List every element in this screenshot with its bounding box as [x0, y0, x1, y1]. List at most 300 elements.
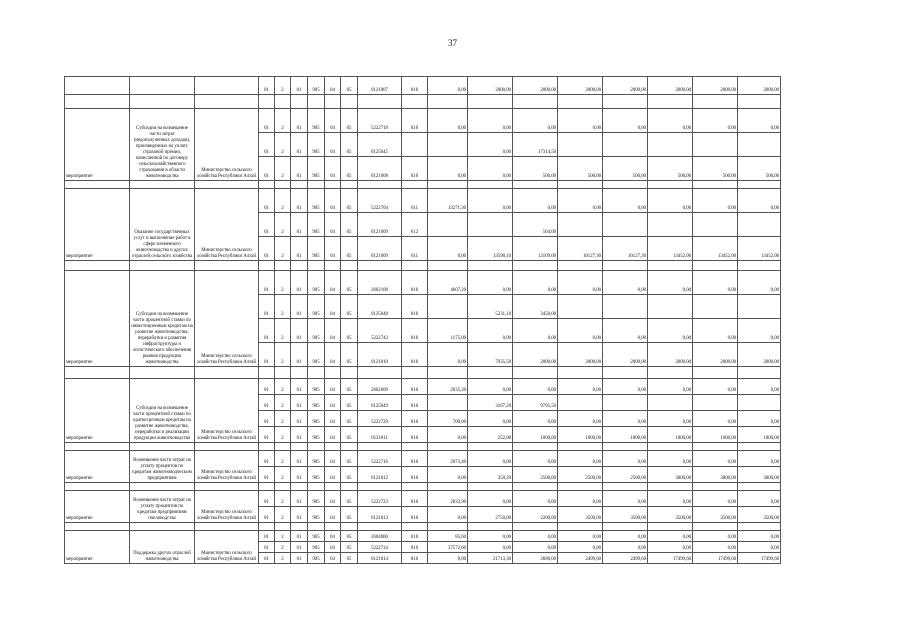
amount-cell: 0,00 — [428, 109, 468, 133]
amount-cell — [693, 213, 738, 237]
code-cell: 05 — [341, 133, 358, 157]
code-cell: 01 — [259, 77, 275, 95]
amount-cell: 2000,00 — [558, 77, 603, 95]
amount-cell: 13452,00 — [738, 237, 781, 261]
amount-cell: 0,00 — [603, 379, 648, 395]
amount-cell — [428, 213, 468, 237]
amount-cell: 10127,30 — [603, 237, 648, 261]
code-cell: 01 — [291, 109, 308, 133]
code-cell: 810 — [402, 553, 428, 564]
code-cell: 2 — [275, 379, 291, 395]
executor-cell: Министерство сельского хозяйства Республики Алтай — [195, 271, 259, 367]
code-cell: 905 — [308, 507, 325, 523]
amount-cell: 13109,00 — [513, 237, 558, 261]
spacer-cell — [65, 261, 130, 271]
code-cell: 905 — [308, 395, 325, 411]
amount-cell: 2500,00 — [513, 467, 558, 483]
code-cell: 04 — [325, 467, 341, 483]
code-cell: 01 — [291, 411, 308, 427]
amount-cell: 4607,20 — [428, 271, 468, 295]
code-cell: 01 — [291, 343, 308, 367]
executor-cell: Министерство сельского хозяйства Республики Алтай — [195, 109, 259, 181]
spacer-cell — [130, 443, 195, 451]
executor-cell — [195, 77, 259, 95]
spacer-cell — [325, 523, 341, 531]
amount-cell: 7935,50 — [468, 343, 513, 367]
amount-cell: 0,00 — [603, 451, 648, 467]
table-row — [65, 109, 781, 133]
spacer-cell — [648, 367, 693, 379]
amount-cell: 0,00 — [603, 491, 648, 507]
amount-cell: 2000,00 — [468, 77, 513, 95]
spacer-cell — [428, 181, 468, 189]
spacer-cell — [693, 261, 738, 271]
amount-cell: 0,00 — [468, 379, 513, 395]
code-cell: 01 — [259, 213, 275, 237]
code-cell: 905 — [308, 343, 325, 367]
amount-cell: 9795,50 — [513, 395, 558, 411]
code-cell: 905 — [308, 531, 325, 542]
code-cell: 04 — [325, 507, 341, 523]
amount-cell: 500,00 — [513, 157, 558, 181]
code-cell: 810 — [402, 271, 428, 295]
amount-cell: 3500,00 — [738, 507, 781, 523]
code-cell: 01 — [259, 271, 275, 295]
code-cell: 2 — [275, 507, 291, 523]
code-cell: 01 — [291, 133, 308, 157]
amount-cell: 0,00 — [513, 319, 558, 343]
amount-cell: 0,00 — [738, 451, 781, 467]
code-cell: 0121014 — [358, 553, 402, 564]
spacer-cell — [558, 95, 603, 109]
amount-cell: 13452,00 — [648, 237, 693, 261]
spacer-cell — [468, 181, 513, 189]
code-cell: 2604000 — [358, 531, 402, 542]
code-cell: 0121013 — [358, 507, 402, 523]
amount-cell: 0,00 — [693, 271, 738, 295]
spacer-cell — [468, 523, 513, 531]
code-cell: 04 — [325, 491, 341, 507]
spacer-cell — [428, 443, 468, 451]
event-type-cell: мероприятие — [65, 271, 130, 367]
event-type-cell: мероприятие — [65, 379, 130, 443]
code-cell: 0121008 — [358, 157, 402, 181]
code-cell: 2 — [275, 109, 291, 133]
amount-cell: 500,00 — [693, 157, 738, 181]
spacer-row — [65, 523, 781, 531]
code-cell: 04 — [325, 319, 341, 343]
spacer-cell — [291, 181, 308, 189]
amount-cell: 13590,10 — [468, 237, 513, 261]
code-cell: 810 — [402, 157, 428, 181]
code-cell: 905 — [308, 109, 325, 133]
amount-cell: 2200,00 — [513, 507, 558, 523]
table-row — [65, 491, 781, 507]
spacer-cell — [259, 261, 275, 271]
amount-cell: 1000,00 — [693, 427, 738, 443]
code-cell: 04 — [325, 109, 341, 133]
spacer-cell — [275, 261, 291, 271]
amount-cell: 0,00 — [648, 542, 693, 553]
amount-cell: 0,00 — [693, 411, 738, 427]
amount-cell: 0,00 — [558, 542, 603, 553]
amount-cell: 0,00 — [468, 271, 513, 295]
code-cell: 04 — [325, 451, 341, 467]
spacer-cell — [195, 483, 259, 491]
code-cell: 01 — [291, 77, 308, 95]
code-cell: 905 — [308, 77, 325, 95]
table-row — [65, 189, 781, 213]
spacer-cell — [195, 95, 259, 109]
code-cell: 5222723 — [358, 491, 402, 507]
code-cell: 2 — [275, 451, 291, 467]
spacer-cell — [65, 523, 130, 531]
amount-cell: 0,00 — [468, 542, 513, 553]
amount-cell: 2000,00 — [648, 343, 693, 367]
code-cell: 905 — [308, 427, 325, 443]
amount-cell: 0,00 — [648, 109, 693, 133]
amount-cell: 0,00 — [513, 491, 558, 507]
code-cell — [402, 133, 428, 157]
code-cell: 905 — [308, 271, 325, 295]
code-cell: 612 — [402, 213, 428, 237]
amount-cell: 2680,00 — [513, 553, 558, 564]
code-cell: 611 — [402, 189, 428, 213]
spacer-cell — [341, 261, 358, 271]
executor-cell: Министерство сельского хозяйства Республики Алтай — [195, 451, 259, 483]
amount-cell: 0,00 — [558, 189, 603, 213]
code-cell: 01 — [259, 531, 275, 542]
code-cell: 0121009 — [358, 213, 402, 237]
amount-cell: 0,00 — [558, 531, 603, 542]
spacer-cell — [513, 483, 558, 491]
code-cell: 5222743 — [358, 319, 402, 343]
event-name-cell: Субсидии на возмещение части затрат (недополученных доходов), произведенных на уплату страховой премии, начисленной по договору сельскохозяйственного страхования в области животноводства — [130, 109, 195, 181]
code-cell: 04 — [325, 553, 341, 564]
spacer-cell — [195, 443, 259, 451]
code-cell: 0125048 — [358, 295, 402, 319]
code-cell: 05 — [341, 553, 358, 564]
spacer-cell — [738, 95, 781, 109]
spacer-cell — [259, 443, 275, 451]
amount-cell: 0,00 — [558, 379, 603, 395]
spacer-cell — [603, 181, 648, 189]
code-cell: 01 — [259, 507, 275, 523]
code-cell: 905 — [308, 157, 325, 181]
code-cell: 04 — [325, 531, 341, 542]
code-cell: 05 — [341, 467, 358, 483]
code-cell: 04 — [325, 157, 341, 181]
spacer-cell — [325, 261, 341, 271]
spacer-cell — [130, 483, 195, 491]
spacer-cell — [468, 443, 513, 451]
amount-cell: 2000,00 — [603, 343, 648, 367]
spacer-cell — [402, 523, 428, 531]
code-cell: 905 — [308, 491, 325, 507]
code-cell: 810 — [402, 411, 428, 427]
spacer-cell — [291, 443, 308, 451]
amount-cell: 2499,60 — [558, 553, 603, 564]
code-cell: 2 — [275, 77, 291, 95]
amount-cell — [738, 395, 781, 411]
code-cell: 2 — [275, 343, 291, 367]
amount-cell: 0,00 — [428, 77, 468, 95]
spacer-cell — [513, 95, 558, 109]
event-type-cell: мероприятие — [65, 531, 130, 564]
code-cell: 04 — [325, 295, 341, 319]
amount-cell: 37572,60 — [428, 542, 468, 553]
code-cell: 2 — [275, 157, 291, 181]
spacer-cell — [259, 95, 275, 109]
code-cell: 2 — [275, 213, 291, 237]
code-cell: 2602108 — [358, 271, 402, 295]
code-cell: 01 — [291, 237, 308, 261]
amount-cell: 0,00 — [603, 542, 648, 553]
amount-cell: 1000,00 — [648, 427, 693, 443]
code-cell: 01 — [291, 271, 308, 295]
spacer-cell — [130, 523, 195, 531]
amount-cell: 0,00 — [513, 542, 558, 553]
spacer-row — [65, 261, 781, 271]
amount-cell: 17499,60 — [693, 553, 738, 564]
amount-cell: 700,00 — [428, 411, 468, 427]
spacer-cell — [693, 483, 738, 491]
code-cell: 05 — [341, 77, 358, 95]
event-name-cell: Поддержка других отраслей животноводства — [130, 531, 195, 564]
amount-cell: 350,20 — [468, 467, 513, 483]
amount-cell: 0,00 — [738, 109, 781, 133]
amount-cell: 0,00 — [428, 427, 468, 443]
amount-cell: 252,00 — [468, 427, 513, 443]
amount-cell: 5231,10 — [468, 295, 513, 319]
spacer-cell — [428, 367, 468, 379]
amount-cell: 0,00 — [558, 491, 603, 507]
spacer-cell — [358, 443, 402, 451]
amount-cell: 2833,90 — [428, 491, 468, 507]
code-cell: 01 — [291, 467, 308, 483]
event-type-cell: мероприятие — [65, 491, 130, 523]
code-cell: 01 — [291, 157, 308, 181]
amount-cell: 0,00 — [738, 319, 781, 343]
amount-cell: 0,00 — [648, 491, 693, 507]
event-name-cell: Возмещение части затрат на уплату процентов по кредитам предприятиям пчеловодства — [130, 491, 195, 523]
spacer-cell — [513, 181, 558, 189]
spacer-cell — [259, 523, 275, 531]
spacer-cell — [513, 523, 558, 531]
code-cell: 01 — [259, 542, 275, 553]
table-row — [65, 379, 781, 395]
amount-cell: 0,00 — [468, 189, 513, 213]
amount-cell: 0,00 — [648, 411, 693, 427]
event-type-cell: мероприятие — [65, 189, 130, 261]
spacer-cell — [428, 95, 468, 109]
code-cell: 2 — [275, 319, 291, 343]
event-type-cell: мероприятие — [65, 109, 130, 181]
amount-cell: 0,00 — [738, 491, 781, 507]
amount-cell: 0,00 — [693, 109, 738, 133]
amount-cell: 0,00 — [468, 531, 513, 542]
spacer-cell — [603, 443, 648, 451]
spacer-cell — [259, 367, 275, 379]
page-number: 37 — [448, 38, 457, 48]
spacer-cell — [65, 95, 130, 109]
spacer-cell — [738, 261, 781, 271]
code-cell: 01 — [291, 531, 308, 542]
code-cell: 05 — [341, 379, 358, 395]
amount-cell: 0,00 — [693, 542, 738, 553]
amount-cell: 0,00 — [738, 189, 781, 213]
code-cell: 905 — [308, 237, 325, 261]
amount-cell: 0,00 — [738, 531, 781, 542]
spacer-cell — [65, 483, 130, 491]
code-cell: 01 — [291, 189, 308, 213]
spacer-cell — [693, 443, 738, 451]
amount-cell: 3000,00 — [738, 467, 781, 483]
spacer-cell — [275, 95, 291, 109]
spacer-cell — [603, 523, 648, 531]
spacer-cell — [468, 483, 513, 491]
event-name-cell: Субсидии на возмещение части процентной ставки по краткосрочным кредитам на развитие животноводства, переработки и реализации продукции животноводства — [130, 379, 195, 443]
code-cell: 05 — [341, 271, 358, 295]
amount-cell: 3500,00 — [558, 507, 603, 523]
spacer-cell — [325, 483, 341, 491]
event-type-cell — [65, 77, 130, 95]
amount-cell: 0,00 — [603, 189, 648, 213]
code-cell: 2 — [275, 542, 291, 553]
spacer-cell — [291, 95, 308, 109]
code-cell: 0125049 — [358, 395, 402, 411]
amount-cell: 0,00 — [603, 109, 648, 133]
code-cell: 01 — [259, 133, 275, 157]
spacer-cell — [513, 443, 558, 451]
code-cell: 905 — [308, 411, 325, 427]
spacer-cell — [693, 367, 738, 379]
spacer-cell — [341, 181, 358, 189]
spacer-cell — [275, 483, 291, 491]
spacer-cell — [341, 367, 358, 379]
code-cell: 01 — [291, 295, 308, 319]
code-cell: 04 — [325, 271, 341, 295]
amount-cell: 2000,00 — [693, 77, 738, 95]
amount-cell: 3500,00 — [648, 507, 693, 523]
spacer-cell — [308, 181, 325, 189]
spacer-cell — [402, 261, 428, 271]
spacer-cell — [358, 181, 402, 189]
amount-cell: 0,00 — [648, 531, 693, 542]
amount-cell: 500,00 — [603, 157, 648, 181]
spacer-cell — [291, 483, 308, 491]
amount-cell: 2499,60 — [603, 553, 648, 564]
amount-cell: 0,00 — [738, 379, 781, 395]
code-cell: 04 — [325, 237, 341, 261]
amount-cell: 0,00 — [468, 491, 513, 507]
code-cell: 810 — [402, 542, 428, 553]
spacer-cell — [358, 95, 402, 109]
amount-cell: 0,00 — [558, 319, 603, 343]
code-cell: 05 — [341, 395, 358, 411]
code-cell: 01 — [291, 395, 308, 411]
amount-cell — [648, 133, 693, 157]
code-cell: 01 — [259, 379, 275, 395]
amount-cell: 0,00 — [738, 411, 781, 427]
code-cell: 810 — [402, 531, 428, 542]
code-cell: 2 — [275, 531, 291, 542]
executor-cell: Министерство сельского хозяйства Республики Алтай — [195, 189, 259, 261]
executor-cell: Министерство сельского хозяйства Республики Алтай — [195, 491, 259, 523]
amount-cell: 3450,00 — [513, 295, 558, 319]
spacer-cell — [308, 523, 325, 531]
spacer-cell — [648, 95, 693, 109]
amount-cell: 3500,00 — [693, 507, 738, 523]
spacer-cell — [325, 443, 341, 451]
executor-cell: Министерство сельского хозяйства Республики Алтай — [195, 379, 259, 443]
code-cell: 905 — [308, 295, 325, 319]
event-name-cell — [130, 77, 195, 95]
amount-cell: 3167,20 — [468, 395, 513, 411]
amount-cell: 0,00 — [513, 411, 558, 427]
amount-cell — [738, 133, 781, 157]
code-cell: 01 — [259, 411, 275, 427]
code-cell: 01 — [259, 467, 275, 483]
code-cell: 01 — [259, 295, 275, 319]
amount-cell: 0,00 — [603, 271, 648, 295]
amount-cell: 3000,00 — [693, 467, 738, 483]
amount-cell: 17314,50 — [513, 133, 558, 157]
code-cell: 2 — [275, 133, 291, 157]
code-cell: 5222716 — [358, 451, 402, 467]
spacer-cell — [738, 443, 781, 451]
amount-cell: 2500,00 — [558, 467, 603, 483]
spacer-cell — [325, 367, 341, 379]
amount-cell — [603, 395, 648, 411]
amount-cell: 2000,00 — [738, 343, 781, 367]
code-cell: 810 — [402, 343, 428, 367]
spacer-cell — [738, 523, 781, 531]
amount-cell: 0,00 — [738, 542, 781, 553]
spacer-cell — [603, 483, 648, 491]
code-cell: 2 — [275, 553, 291, 564]
table-row — [65, 77, 781, 95]
amount-cell: 0,00 — [693, 491, 738, 507]
spacer-cell — [341, 483, 358, 491]
amount-cell: 2000,00 — [558, 343, 603, 367]
spacer-cell — [428, 483, 468, 491]
code-cell: 905 — [308, 467, 325, 483]
amount-cell: 2000,00 — [513, 343, 558, 367]
table-row — [65, 271, 781, 295]
code-cell: 01 — [291, 379, 308, 395]
amount-cell: 0,00 — [468, 319, 513, 343]
amount-cell: 0,00 — [648, 189, 693, 213]
spacer-cell — [291, 523, 308, 531]
code-cell: 2602609 — [358, 379, 402, 395]
code-cell: 905 — [308, 133, 325, 157]
code-cell: 05 — [341, 411, 358, 427]
code-cell: 810 — [402, 319, 428, 343]
amount-cell — [648, 295, 693, 319]
amount-cell — [648, 395, 693, 411]
amount-cell: 0,00 — [428, 343, 468, 367]
spacer-cell — [648, 261, 693, 271]
spacer-row — [65, 367, 781, 379]
spacer-cell — [558, 523, 603, 531]
code-cell: 05 — [341, 109, 358, 133]
amount-cell: 13452,00 — [693, 237, 738, 261]
spacer-cell — [308, 261, 325, 271]
spacer-cell — [259, 483, 275, 491]
amount-cell: 0,00 — [693, 319, 738, 343]
spacer-cell — [402, 181, 428, 189]
